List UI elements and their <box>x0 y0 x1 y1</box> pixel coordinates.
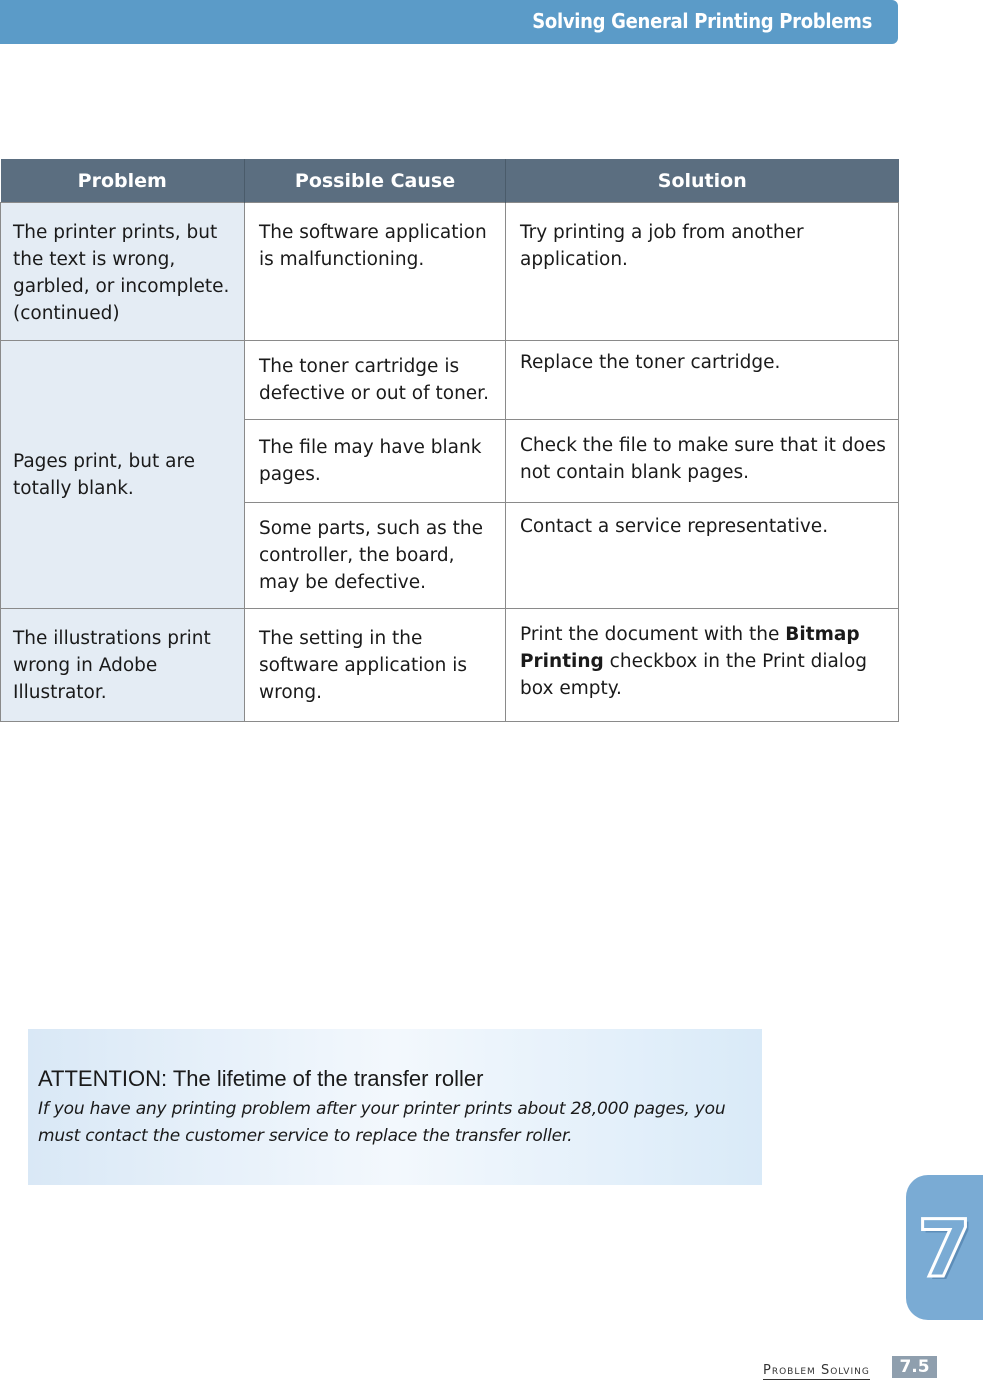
solution-cell <box>506 609 899 722</box>
solution-cell: Contact a service representative. <box>506 503 899 609</box>
table-row <box>1 609 899 722</box>
page-title: Solving General Printing Problems <box>532 9 872 33</box>
chapter-number: 7 <box>917 1205 972 1295</box>
cause-cell: The setting in the software application is wrong. <box>245 609 506 722</box>
problem-cell: The printer prints, but the text is wrong, garbled, or incomplete. (continued) <box>1 203 245 341</box>
solution-text: checkbox in the Print dialog box empty. <box>520 651 868 699</box>
attention-body: If you have any printing problem after your printer prints about 28,000 pages, you must contact the customer service to replace the transfer roller. <box>38 1099 726 1146</box>
page-number: 7.5 <box>892 1356 937 1378</box>
footer-section-label: Problem Solving <box>763 1363 870 1378</box>
table-header-row <box>1 159 899 203</box>
cause-cell: The file may have blank pages. <box>245 420 506 503</box>
cause-cell: Some parts, such as the controller, the board, may be defective. <box>245 503 506 609</box>
cause-cell: The software application is malfunctioning. <box>245 203 506 341</box>
chapter-tab <box>906 1175 983 1320</box>
table-row <box>1 341 899 420</box>
problem-cell: The illustrations print wrong in Adobe Illustrator. <box>1 609 245 722</box>
solution-cell: Replace the toner cartridge. <box>506 341 899 420</box>
attention-box <box>28 1029 762 1185</box>
solution-cell: Try printing a job from another application. <box>506 203 899 341</box>
table-row <box>1 203 899 341</box>
column-header-problem: Problem <box>1 159 245 203</box>
bitmap-printing-term: Bitmap Printing <box>520 624 860 672</box>
column-header-cause: Possible Cause <box>245 159 506 203</box>
column-header-solution: Solution <box>506 159 899 203</box>
attention-title: ATTENTION: The lifetime of the transfer roller <box>38 1066 484 1091</box>
solution-cell: Check the file to make sure that it does not contain blank pages. <box>506 420 899 503</box>
problem-cell: Pages print, but are totally blank. <box>1 341 245 609</box>
cause-cell: The toner cartridge is defective or out of toner. <box>245 341 506 420</box>
troubleshooting-table <box>0 159 899 722</box>
header-bar <box>0 0 898 44</box>
solution-text: Print the document with the <box>520 624 786 645</box>
